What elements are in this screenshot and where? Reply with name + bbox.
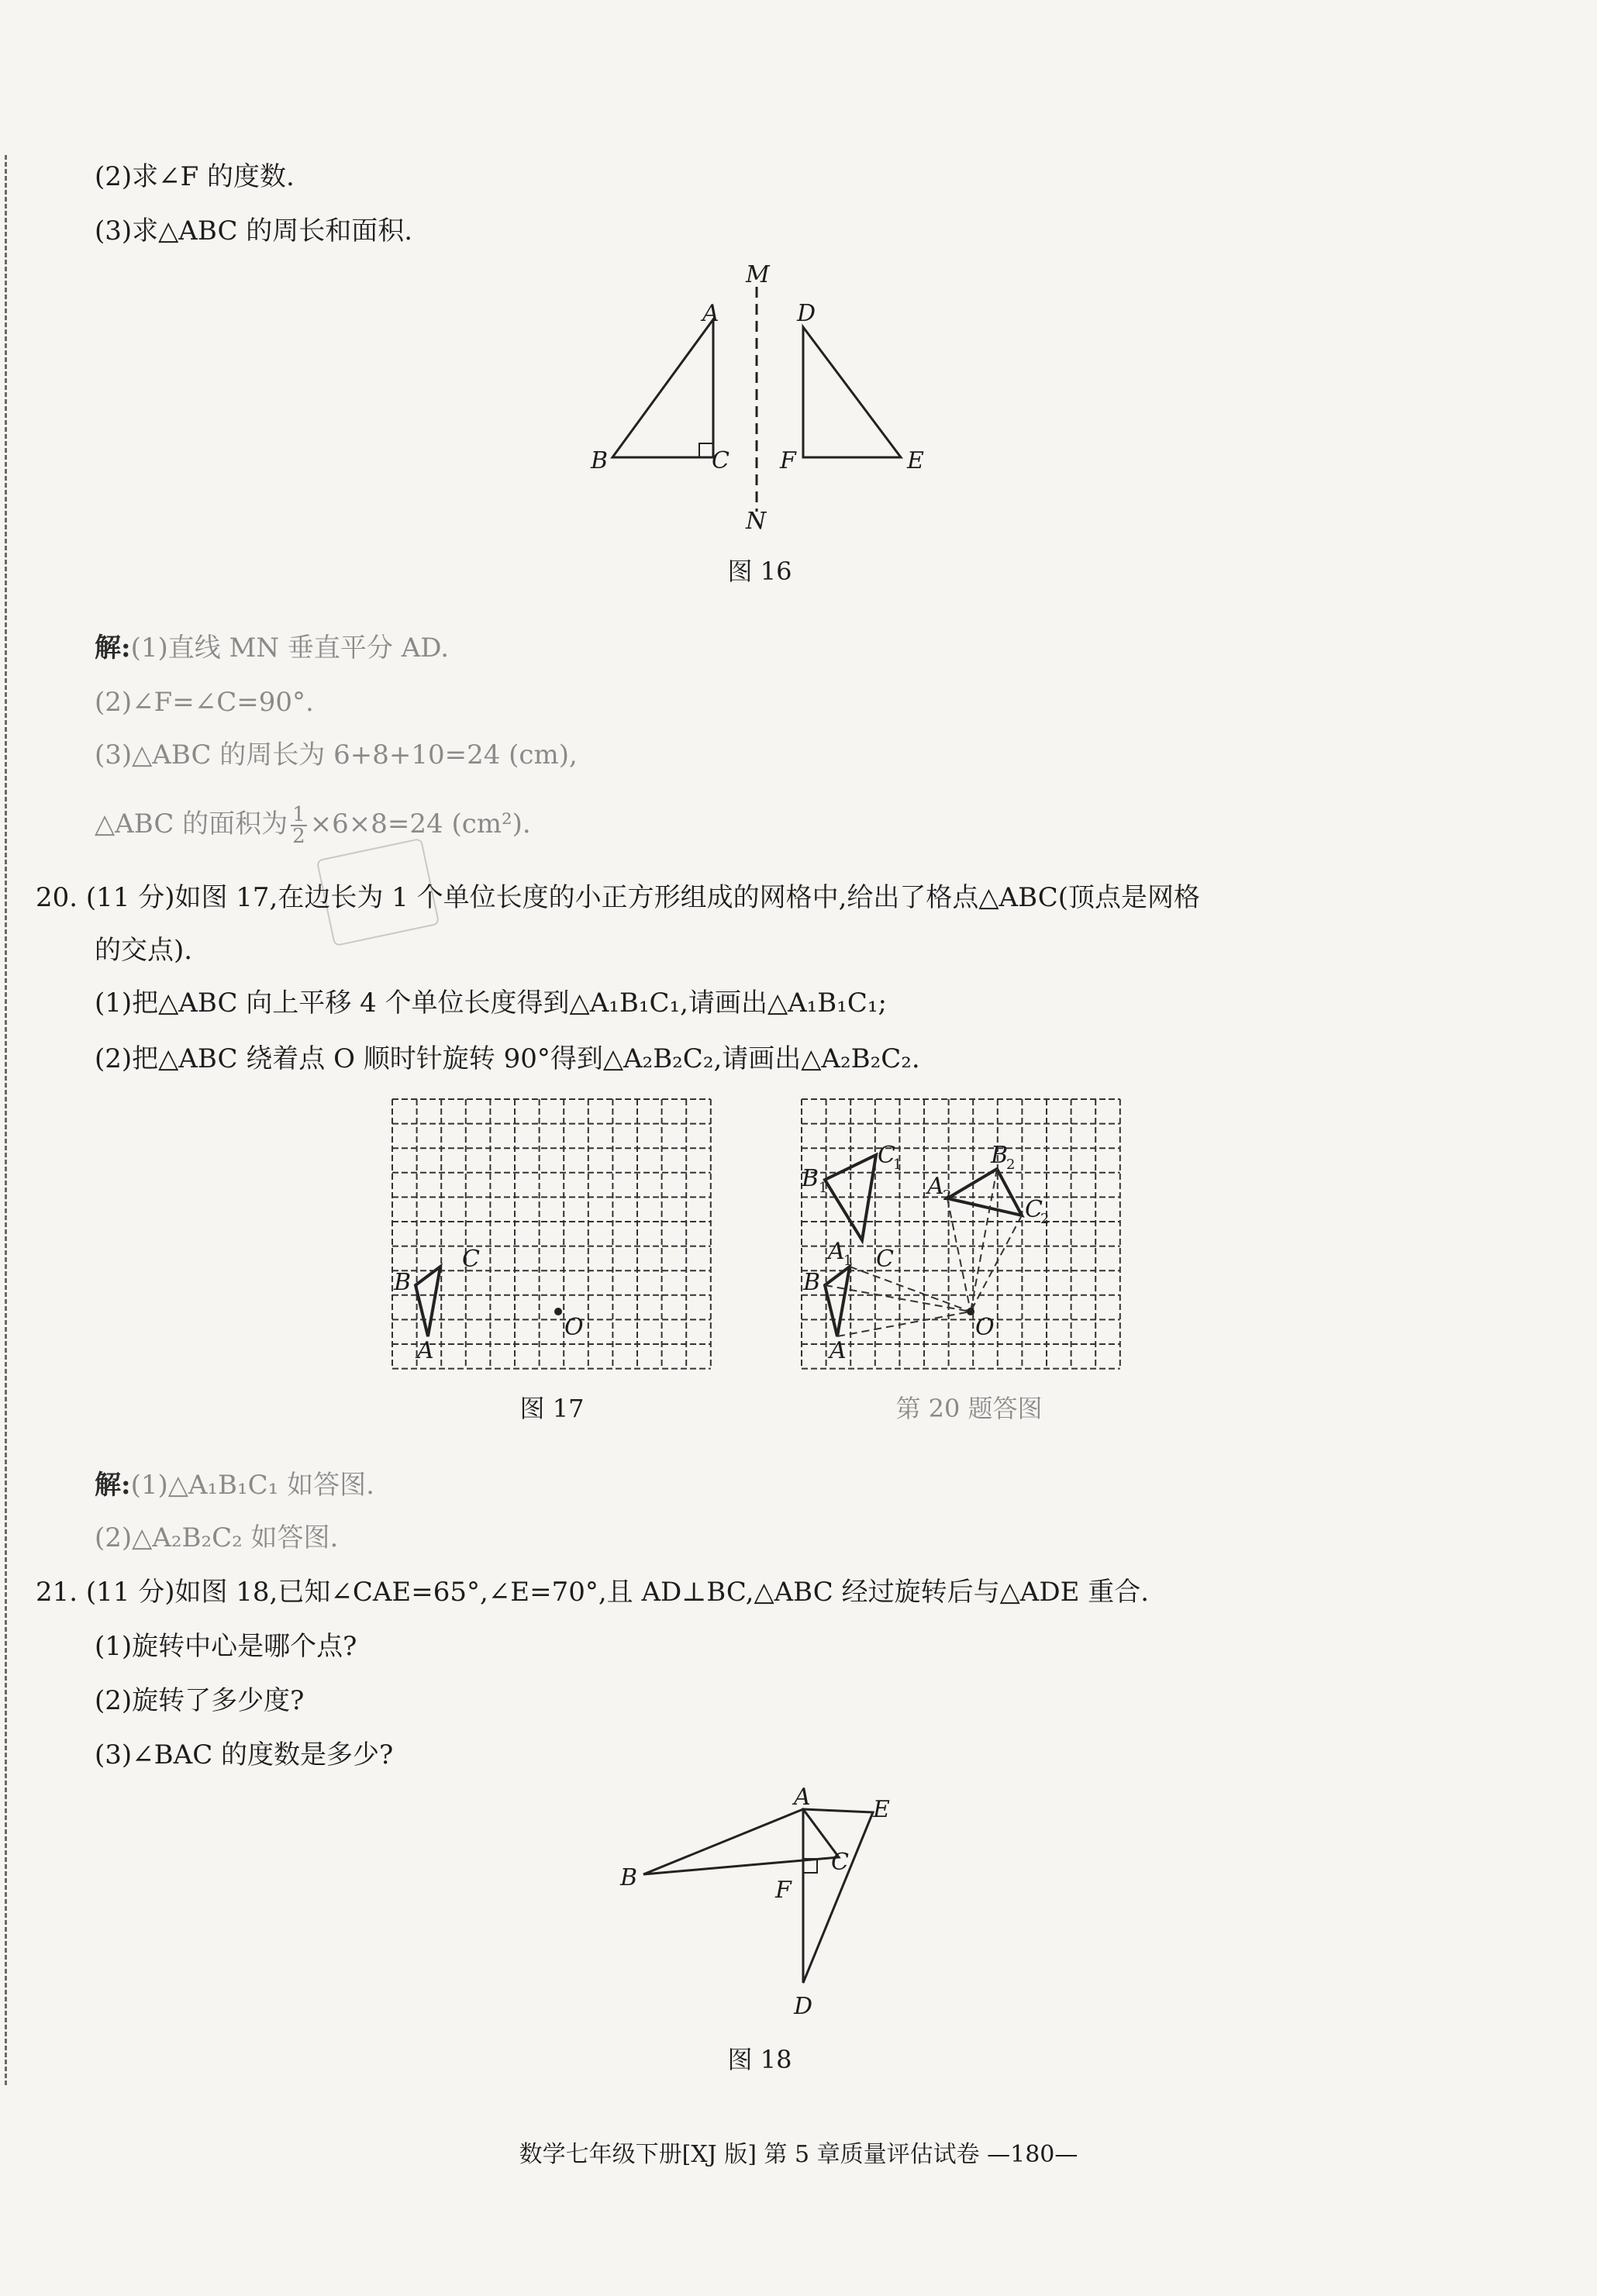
q19-solution-line4: △ABC 的面积为 $\frac{1}{2}$ ×6×8=24 (cm²). <box>95 803 531 848</box>
label-d: D <box>797 300 816 327</box>
grid-label-o: O <box>564 1314 584 1341</box>
q20-solution-line2: (2)△A₂B₂C₂ 如答图. <box>95 1522 339 1553</box>
q19-part3: (3)求△ABC 的周长和面积. <box>95 215 413 246</box>
q20-stem-line1: 20. (11 分)如图 17,在边长为 1 个单位长度的小正方形组成的网格中,给出了格点△ABC(顶点是网格 <box>36 882 1201 913</box>
q20-stem-line2: 的交点). <box>95 935 193 966</box>
svg-text:1: 1 <box>893 1157 902 1173</box>
q19-solution-line2: (2)∠F=∠C=90°. <box>95 687 314 718</box>
ans-label-c: C <box>876 1246 894 1273</box>
q19-solution-line3: (3)△ABC 的周长为 6+8+10=24 (cm), <box>95 739 578 771</box>
grid-label-c: C <box>462 1246 480 1273</box>
ans-label-b1: B <box>802 1165 819 1192</box>
ans-label-a2: A <box>927 1173 944 1200</box>
fig18-label-a: A <box>794 1784 811 1811</box>
label-m: M <box>746 261 770 288</box>
fig18-label-f: F <box>775 1877 792 1904</box>
q21-part1: (1)旋转中心是哪个点? <box>95 1631 357 1662</box>
label-f: F <box>780 447 796 474</box>
q20-part1: (1)把△ABC 向上平移 4 个单位长度得到△A₁B₁C₁,请画出△A₁B₁C₁; <box>95 988 887 1019</box>
fraction-one-half: $\frac{1}{2}$ <box>292 803 305 848</box>
ans-label-a: A <box>830 1337 847 1364</box>
ans-label-a1: A <box>828 1238 845 1265</box>
triangle-ade <box>803 1809 873 1983</box>
ans-label-b: B <box>803 1269 821 1296</box>
fig18-label-e: E <box>873 1796 890 1823</box>
q20-part2: (2)把△ABC 绕着点 O 顺时针旋转 90°得到△A₂B₂C₂,请画出△A₂B₂C₂. <box>95 1043 920 1074</box>
q21-part2: (2)旋转了多少度? <box>95 1685 305 1716</box>
q20-solution-line1: 解:(1)△A₁B₁C₁ 如答图. <box>95 1470 374 1501</box>
figure-18-caption: 图 18 <box>727 2045 792 2074</box>
grid-label-b: B <box>394 1269 412 1296</box>
figure-17-caption: 图 17 <box>519 1394 585 1423</box>
fig18-label-d: D <box>794 1993 813 2020</box>
svg-text:2: 2 <box>1040 1211 1050 1227</box>
grid-label-a: A <box>417 1337 434 1364</box>
label-e: E <box>907 447 924 474</box>
q19-solution-line1: 解:(1)直线 MN 垂直平分 AD. <box>95 633 450 664</box>
label-c: C <box>712 447 730 474</box>
ans-label-o: O <box>975 1314 995 1341</box>
label-b: B <box>591 447 609 474</box>
fig18-label-c: C <box>831 1849 849 1876</box>
svg-text:1: 1 <box>819 1180 828 1196</box>
ans-label-b2: B <box>991 1142 1009 1169</box>
page-footer: 数学七年级下册[XJ 版] 第 5 章质量评估试卷 —180— <box>519 2141 1078 2168</box>
ans-label-c2: C <box>1025 1196 1043 1223</box>
label-a: A <box>702 300 719 327</box>
q19-part2: (2)求∠F 的度数. <box>95 161 295 192</box>
ans-label-c1: C <box>878 1142 895 1169</box>
label-n: N <box>746 508 767 535</box>
triangle-abc <box>643 1809 839 1874</box>
figure-answer-caption: 第 20 题答图 <box>895 1394 1043 1423</box>
q21-part3: (3)∠BAC 的度数是多少? <box>95 1739 394 1770</box>
q21-stem: 21. (11 分)如图 18,已知∠CAE=65°,∠E=70°,且 AD⊥BC,△ABC 经过旋转后与△ADE 重合. <box>36 1577 1150 1608</box>
fig18-label-b: B <box>620 1864 638 1891</box>
svg-text:2: 2 <box>943 1188 952 1204</box>
svg-text:1: 1 <box>843 1253 853 1269</box>
figure-16-caption: 图 16 <box>727 557 792 586</box>
svg-text:2: 2 <box>1006 1157 1016 1173</box>
